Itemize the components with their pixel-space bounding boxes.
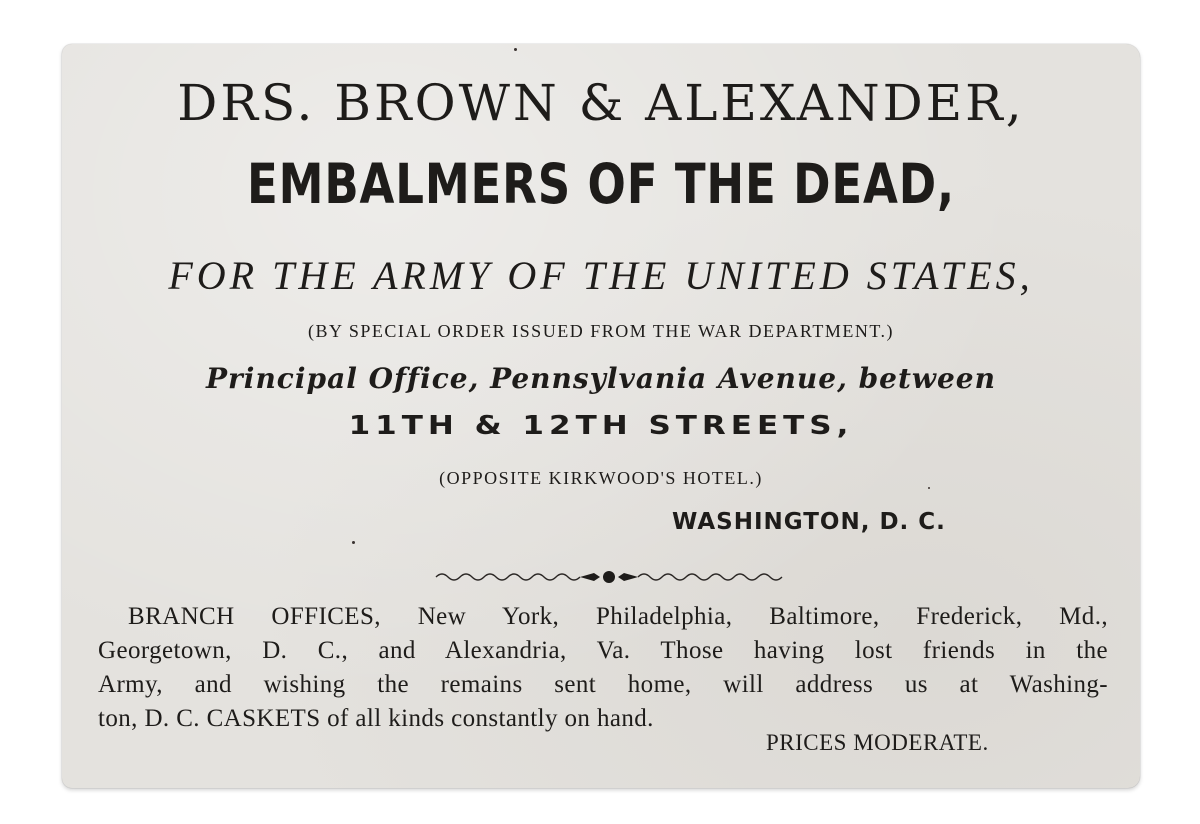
- body-line: ton, D. C. CASKETS of all kinds constantly on hand.: [98, 705, 654, 732]
- order-line: (BY SPECIAL ORDER ISSUED FROM THE WAR DEPARTMENT.): [308, 321, 894, 341]
- body-line: Army, and wishing the remains sent home, will address us at Washing-: [98, 671, 1108, 698]
- streets-line: 11TH & 12TH STREETS,: [348, 411, 854, 441]
- headline: EMBALMERS OF THE DEAD,: [247, 152, 955, 216]
- body-line: Georgetown, D. C., and Alexandria, Va. Those having lost friends in the: [98, 637, 1108, 664]
- ornamental-rule-icon: [434, 560, 784, 590]
- prices-line: PRICES MODERATE.: [766, 730, 989, 755]
- paper-speck: [514, 48, 517, 51]
- branch-offices-paragraph: [98, 600, 1108, 736]
- office-line: Principal Office, Pennsylvania Avenue, between: [206, 362, 996, 395]
- body-line: BRANCH OFFICES, New York, Philadelphia, Baltimore, Frederick, Md.,: [128, 603, 1108, 630]
- city-line: WASHINGTON, D. C.: [672, 509, 946, 535]
- paper-speck: [352, 541, 355, 544]
- embalmer-card: [62, 44, 1140, 788]
- firm-name: DRS. BROWN & ALEXANDER,: [177, 74, 1025, 132]
- army-line: FOR THE ARMY OF THE UNITED STATES,: [168, 253, 1034, 298]
- opposite-line: (OPPOSITE KIRKWOOD'S HOTEL.): [439, 468, 763, 488]
- paper-speck: [928, 487, 930, 489]
